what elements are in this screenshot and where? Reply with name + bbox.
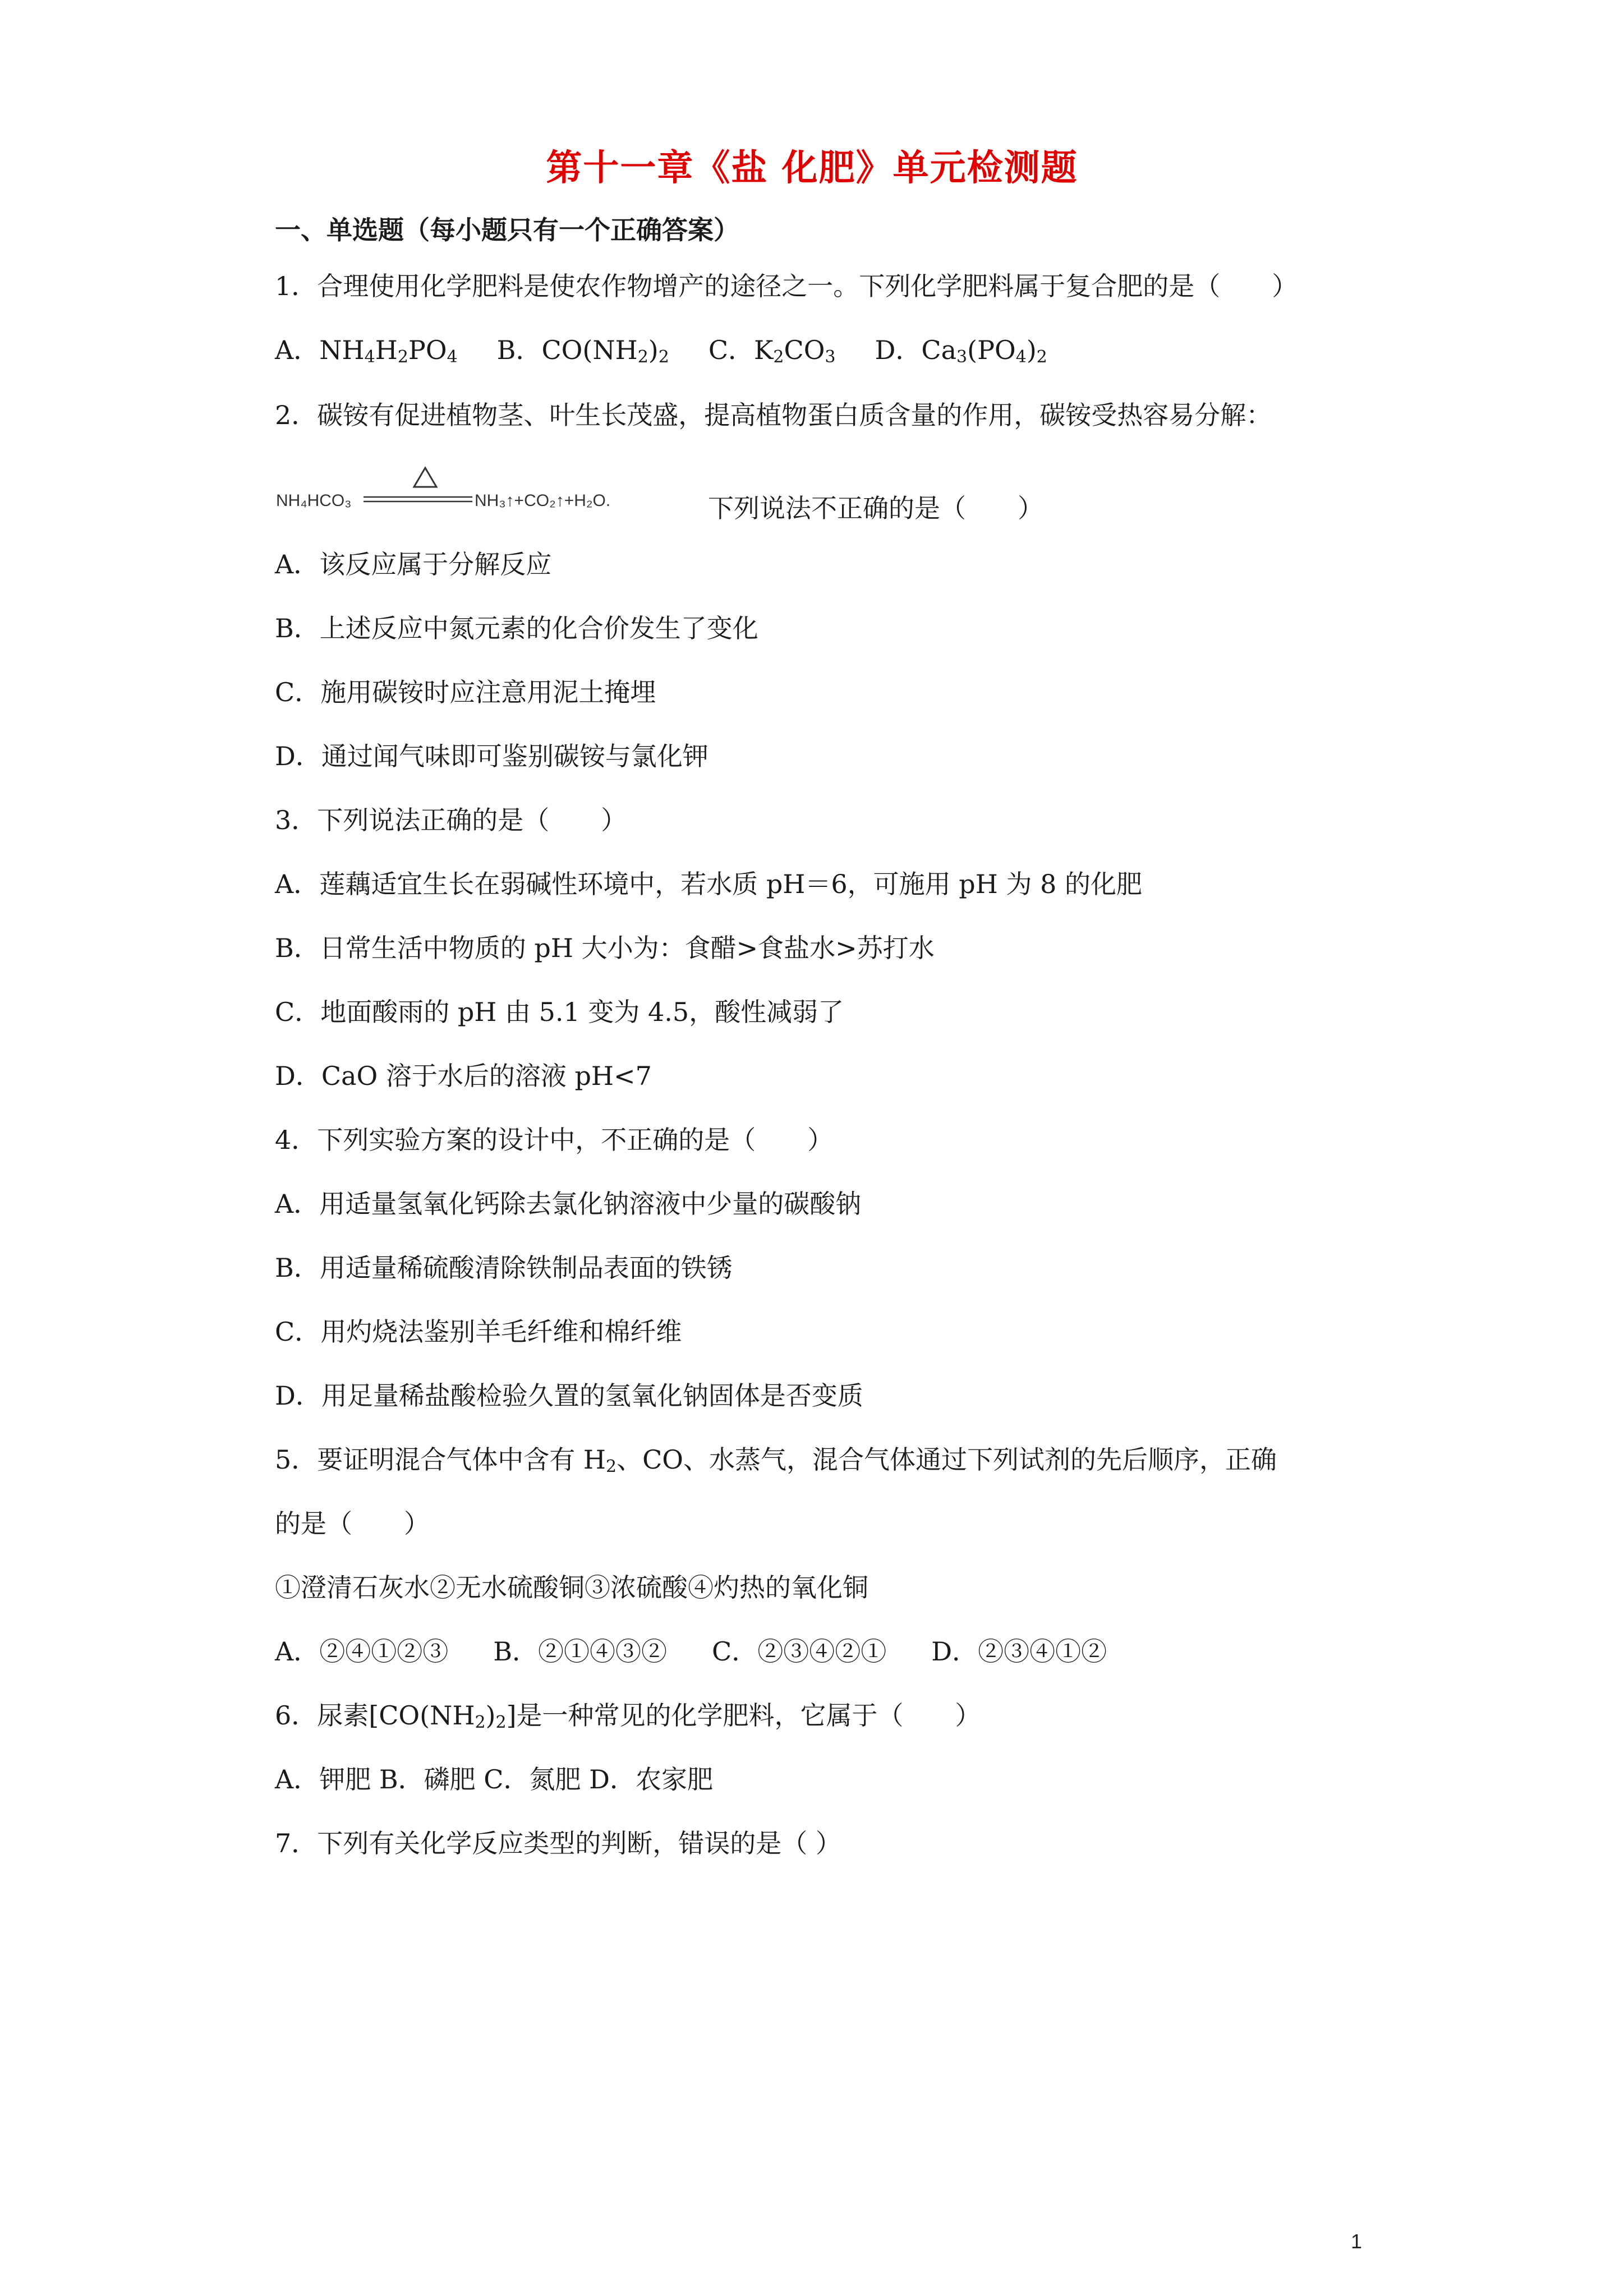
section-heading: 一、单选题（每小题只有一个正确答案） [275, 215, 739, 245]
q2-option-c: C．施用碳铵时应注意用泥土掩埋 [275, 677, 656, 707]
question-5-reagents: ①澄清石灰水②无水硫酸铜③浓硫酸④灼热的氧化铜 [275, 1572, 868, 1603]
equation-reactant: NH₄HCO₃ [276, 491, 352, 510]
question-5-stem: 5．要证明混合气体中含有 $H_2$、CO、水蒸气，混合气体通过下列试剂的先后顺序，正确 [275, 1444, 1277, 1476]
q4-option-d: D．用足量稀盐酸检验久置的氢氧化钠固体是否变质 [275, 1381, 863, 1411]
equation-products: NH₃↑+CO₂↑+H₂O. [475, 491, 611, 510]
q5-option-b: B．②①④③② [493, 1636, 668, 1667]
question-4-stem: 4．下列实验方案的设计中，不正确的是（ ） [275, 1125, 834, 1155]
question-5-stem-continued: 的是（ ） [275, 1508, 430, 1539]
question-2-tail: 下列说法不正确的是（ ） [708, 493, 1043, 523]
q1-option-c: C．$K_2CO_3$ [708, 335, 836, 367]
q2-option-a: A．该反应属于分解反应 [275, 549, 552, 579]
q4-option-c: C．用灼烧法鉴别羊毛纤维和棉纤维 [275, 1317, 682, 1347]
question-7-stem: 7．下列有关化学反应类型的判断，错误的是（ ） [275, 1828, 841, 1858]
question-6-options: A．钾肥 B．磷肥 C．氮肥 D．农家肥 [275, 1764, 713, 1795]
page-number: 1 [1351, 2230, 1363, 2253]
q2-option-b: B．上述反应中氮元素的化合价发生了变化 [275, 613, 758, 643]
q3-option-d: D．CaO 溶于水后的溶液 pH<7 [275, 1061, 652, 1091]
question-2-stem: 2．碳铵有促进植物茎、叶生长茂盛，提高植物蛋白质含量的作用，碳铵受热容易分解： [275, 400, 1272, 430]
q3-option-c: C．地面酸雨的 pH 由 5.1 变为 4.5，酸性减弱了 [275, 997, 844, 1027]
question-1-stem: 1．合理使用化学肥料是使农作物增产的途径之一。下列化学肥料属于复合肥的是（ ） [275, 271, 1298, 301]
decomposition-equation [275, 460, 707, 522]
q1-option-d: D．$Ca_3(PO_4)_2$ [875, 335, 1047, 367]
q1-option-b: B．$CO(NH_2)_2$ [496, 335, 669, 367]
question-6-stem: 6．尿素$[CO(NH_2)_2]$是一种常见的化学肥料，它属于（ ） [275, 1700, 981, 1732]
q4-option-a: A．用适量氢氧化钙除去氯化钠溶液中少量的碳酸钠 [275, 1189, 862, 1219]
q2-option-d: D．通过闻气味即可鉴别碳铵与氯化钾 [275, 741, 709, 771]
q1-option-a: A．$NH_4H_2PO_4$ [275, 335, 458, 367]
q3-option-a: A．莲藕适宜生长在弱碱性环境中，若水质 pH＝6，可施用 pH 为 8 的化肥 [275, 869, 1142, 899]
q5-option-a: A．②④①②③ [275, 1636, 449, 1667]
heating-symbol [414, 468, 436, 487]
q3-option-b: B．日常生活中物质的 pH 大小为：食醋>食盐水>苏打水 [275, 933, 935, 963]
page-title: 第十一章《盐 化肥》单元检测题 [546, 147, 1078, 189]
question-1-options [275, 333, 1047, 367]
question-5-options [275, 1635, 1107, 1668]
q4-option-b: B．用适量稀硫酸清除铁制品表面的铁锈 [275, 1253, 733, 1283]
q5-option-c: C．②③④②① [712, 1636, 887, 1667]
question-3-stem: 3．下列说法正确的是（ ） [275, 805, 627, 835]
q5-option-d: D．②③④①② [931, 1636, 1107, 1667]
